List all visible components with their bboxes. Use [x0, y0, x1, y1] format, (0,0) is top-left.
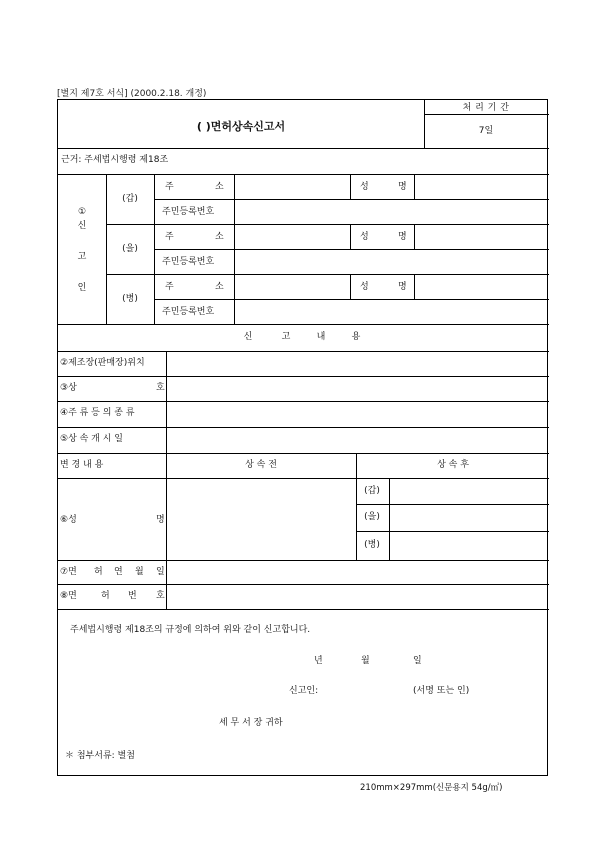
content-title-3: 내 — [316, 332, 326, 342]
row-location-label: ②제조장(판매장)위치 — [60, 358, 145, 368]
attachment-note: ＊ 첨부서류: 별첨 — [65, 751, 135, 761]
address-label-2a: 주 — [165, 232, 174, 242]
name-label-2b: 명 — [398, 232, 407, 242]
row-trade-name-label-b: 호 — [156, 383, 165, 393]
name-label-3b: 명 — [398, 282, 407, 292]
report-form — [57, 99, 548, 776]
change-before-label: 상 속 전 — [245, 460, 277, 470]
license-date-label-a: ⑦면 — [60, 567, 77, 577]
change-name-label-a: ⑥성 — [60, 515, 77, 525]
reporter-label-number: ① — [77, 207, 87, 217]
processing-period-label: 처 리 기 간 — [462, 103, 510, 113]
signer-label: 신고인: — [289, 686, 319, 696]
row-inheritance-date-label: ⑤상 속 개 시 일 — [60, 434, 123, 444]
license-date-label-b: 허 — [94, 567, 103, 577]
row-trade-name-label-a: ③상 — [60, 383, 77, 393]
id-label-1: 주민등록번호 — [162, 207, 215, 217]
address-label-3b: 소 — [215, 282, 224, 292]
change-party-byeong: (병) — [364, 540, 380, 550]
reporter-label-char-1: 신 — [77, 221, 87, 231]
date-day: 일 — [413, 656, 422, 666]
reporter-label-char-2: 고 — [77, 252, 87, 262]
license-date-label-c: 연 — [114, 567, 123, 577]
row-liquor-type-label: ④주 류 등 의 종 류 — [60, 408, 135, 418]
date-month: 월 — [361, 656, 370, 666]
content-title-4: 용 — [351, 332, 361, 342]
processing-period-value: 7일 — [478, 126, 494, 136]
addressee: 세 무 서 장 귀하 — [219, 718, 283, 728]
signature-note: (서명 또는 인) — [413, 686, 470, 696]
form-header-note: [별지 제7호 서식] (2000.2.18. 개정) — [57, 89, 207, 99]
license-number-label-d: 호 — [156, 591, 165, 601]
change-label: 변 경 내 용 — [60, 460, 104, 470]
license-date-label-d: 월 — [135, 567, 144, 577]
paper-size-note: 210mm×297mm(신문용지 54g/㎡) — [360, 783, 503, 793]
party-gap: (갑) — [122, 194, 138, 204]
address-label-1b: 소 — [215, 182, 224, 192]
id-label-2: 주민등록번호 — [162, 257, 215, 267]
name-label-1a: 성 — [360, 182, 369, 192]
address-label-2b: 소 — [215, 232, 224, 242]
content-title-2: 고 — [281, 332, 291, 342]
license-number-label-c: 번 — [128, 591, 137, 601]
legal-basis: 근거: 주세법시행령 제18조 — [61, 155, 169, 165]
change-name-label-b: 명 — [156, 515, 165, 525]
form-title: ( )면허상속신고서 — [196, 120, 286, 133]
name-label-3a: 성 — [360, 282, 369, 292]
license-number-label-b: 허 — [101, 591, 110, 601]
reporter-label-char-3: 인 — [77, 283, 87, 293]
party-eul: (을) — [122, 244, 138, 254]
address-label-1a: 주 — [165, 182, 174, 192]
date-year: 년 — [314, 656, 323, 666]
declaration-text: 주세법시행령 제18조의 규정에 의하여 위와 같이 신고합니다. — [70, 625, 311, 635]
id-label-3: 주민등록번호 — [162, 307, 215, 317]
license-number-label-a: ⑧면 — [60, 591, 77, 601]
party-byeong: (병) — [122, 294, 138, 304]
change-party-gap: (갑) — [364, 486, 380, 496]
address-label-3a: 주 — [165, 282, 174, 292]
name-label-1b: 명 — [398, 182, 407, 192]
name-label-2a: 성 — [360, 232, 369, 242]
content-title-1: 신 — [243, 332, 253, 342]
license-date-label-e: 일 — [156, 567, 165, 577]
change-party-eul: (을) — [364, 512, 380, 522]
change-after-label: 상 속 후 — [437, 460, 469, 470]
